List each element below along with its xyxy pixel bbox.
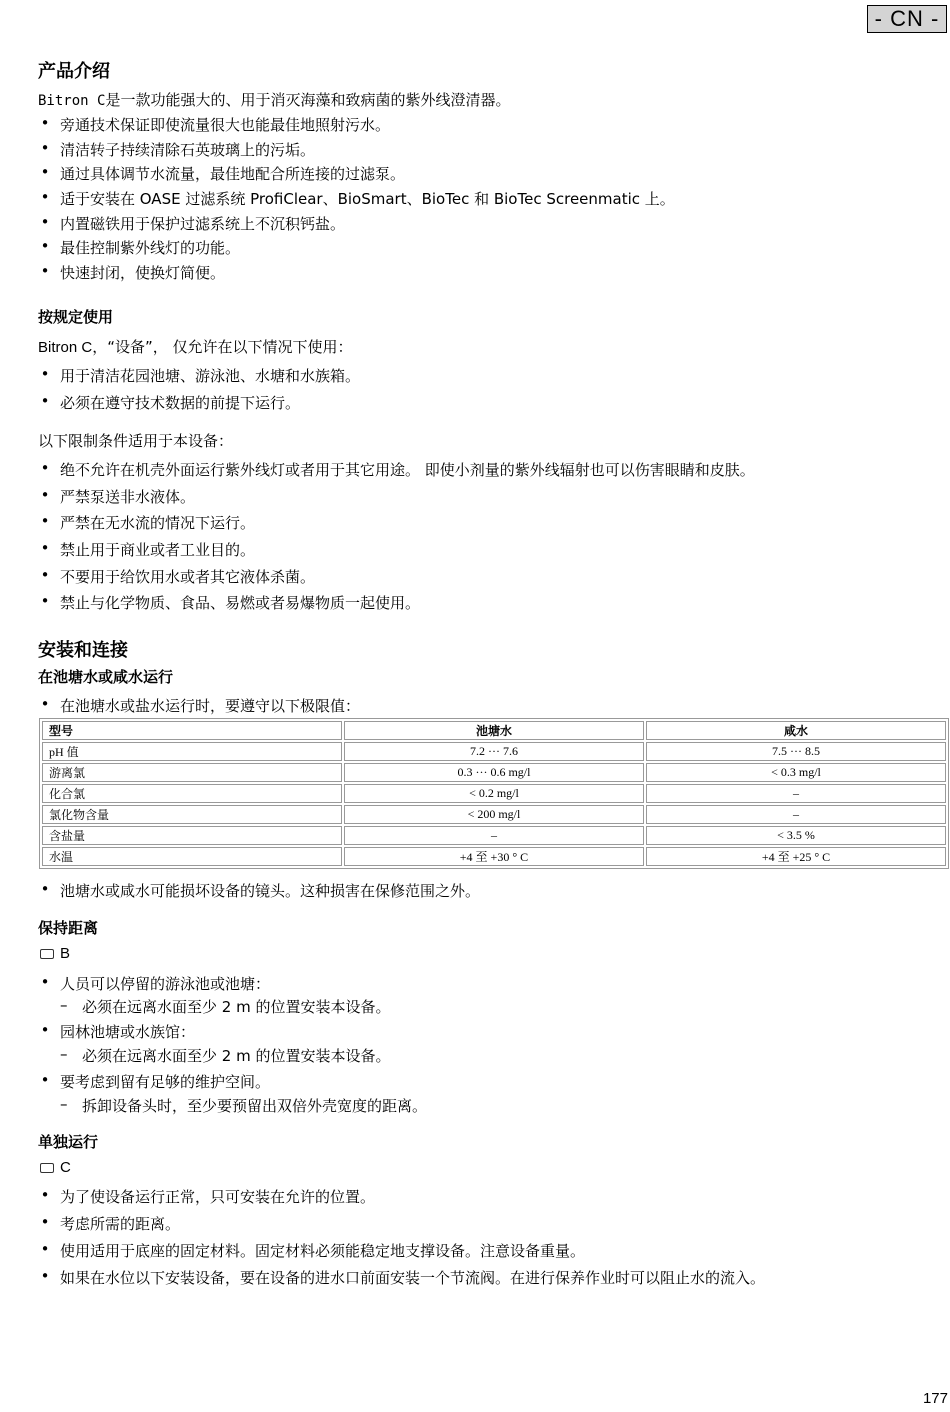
table-header-cell: 池塘水: [344, 721, 644, 740]
table-row: [42, 763, 946, 782]
installation-title: 安装和连接: [38, 640, 128, 661]
table-cell: 化合氯: [42, 784, 342, 803]
table-cell: pH 值: [42, 742, 342, 761]
intended-use-lead: Bitron C，“设备”， 仅允许在以下情况下使用：: [38, 338, 353, 356]
intro-title: 产品介绍: [38, 61, 110, 82]
table-cell: 0.3 ··· 0.6 mg/l: [344, 763, 644, 782]
table-row: [42, 805, 946, 824]
table-cell: 7.2 ··· 7.6: [344, 742, 644, 761]
bullet-icon: •: [40, 1267, 50, 1285]
table-cell: < 0.2 mg/l: [344, 784, 644, 803]
product-name: Bitron C: [38, 339, 93, 356]
bullet-icon: •: [40, 1240, 50, 1258]
bullet-icon: •: [40, 459, 50, 477]
table-row: [42, 742, 946, 761]
distance-title: 保持距离: [38, 919, 99, 937]
bullet-icon: •: [40, 880, 50, 898]
table-cell: –: [646, 805, 946, 824]
table-cell: < 200 mg/l: [344, 805, 644, 824]
table-cell: 水温: [42, 847, 342, 866]
table-header-cell: 型号: [42, 721, 342, 740]
bullet-icon: •: [40, 1021, 50, 1039]
language-tag: - CN -: [867, 5, 947, 33]
figure-frame-icon: [40, 949, 54, 959]
bullet-icon: •: [40, 213, 50, 231]
bullet-icon: •: [40, 592, 50, 610]
bullet-icon: •: [40, 1213, 50, 1231]
bullet-icon: •: [40, 1071, 50, 1089]
dash-icon: –: [60, 996, 68, 1014]
limits-table: [39, 718, 949, 869]
table-cell: 含盐量: [42, 826, 342, 845]
standalone-title: 单独运行: [38, 1133, 99, 1151]
table-header-row: [42, 721, 946, 740]
dash-icon: –: [60, 1095, 68, 1113]
figure-reference: B: [40, 944, 70, 962]
restrictions-lead: 以下限制条件适用于本设备：: [38, 432, 234, 450]
bullet-icon: •: [40, 486, 50, 504]
table-header-cell: 咸水: [646, 721, 946, 740]
bullet-icon: •: [40, 1186, 50, 1204]
bullet-icon: •: [40, 973, 50, 991]
figure-frame-icon: [40, 1163, 54, 1173]
bullet-icon: •: [40, 365, 50, 383]
bullet-icon: •: [40, 139, 50, 157]
bullet-icon: •: [40, 237, 50, 255]
bullet-icon: •: [40, 163, 50, 181]
figure-reference: C: [40, 1158, 71, 1176]
intended-use-title: 按规定使用: [38, 308, 114, 326]
dash-icon: –: [60, 1045, 68, 1063]
bullet-icon: •: [40, 392, 50, 410]
bullet-icon: •: [40, 695, 50, 713]
table-cell: < 0.3 mg/l: [646, 763, 946, 782]
table-cell: 氯化物含量: [42, 805, 342, 824]
page-number: 177: [922, 1390, 948, 1407]
bullet-icon: •: [40, 262, 50, 280]
bullet-icon: •: [40, 114, 50, 132]
table-row: [42, 847, 946, 866]
bullet-icon: •: [40, 512, 50, 530]
bullet-icon: •: [40, 539, 50, 557]
table-cell: –: [344, 826, 644, 845]
table-cell: 7.5 ··· 8.5: [646, 742, 946, 761]
product-name: Bitron C: [38, 93, 106, 109]
bullet-icon: •: [40, 188, 50, 206]
table-cell: +4 至 +30 ° C: [344, 847, 644, 866]
operation-title: 在池塘水或咸水运行: [38, 668, 174, 686]
intro-lead: [38, 89, 510, 110]
bullet-icon: •: [40, 566, 50, 584]
table-cell: –: [646, 784, 946, 803]
table-row: [42, 826, 946, 845]
table-cell: +4 至 +25 ° C: [646, 847, 946, 866]
table-row: [42, 784, 946, 803]
table-cell: 游离氯: [42, 763, 342, 782]
table-cell: < 3.5 %: [646, 826, 946, 845]
intro-lead-text: 是一款功能强大的、用于消灭海藻和致病菌的紫外线澄清器。: [105, 91, 511, 109]
